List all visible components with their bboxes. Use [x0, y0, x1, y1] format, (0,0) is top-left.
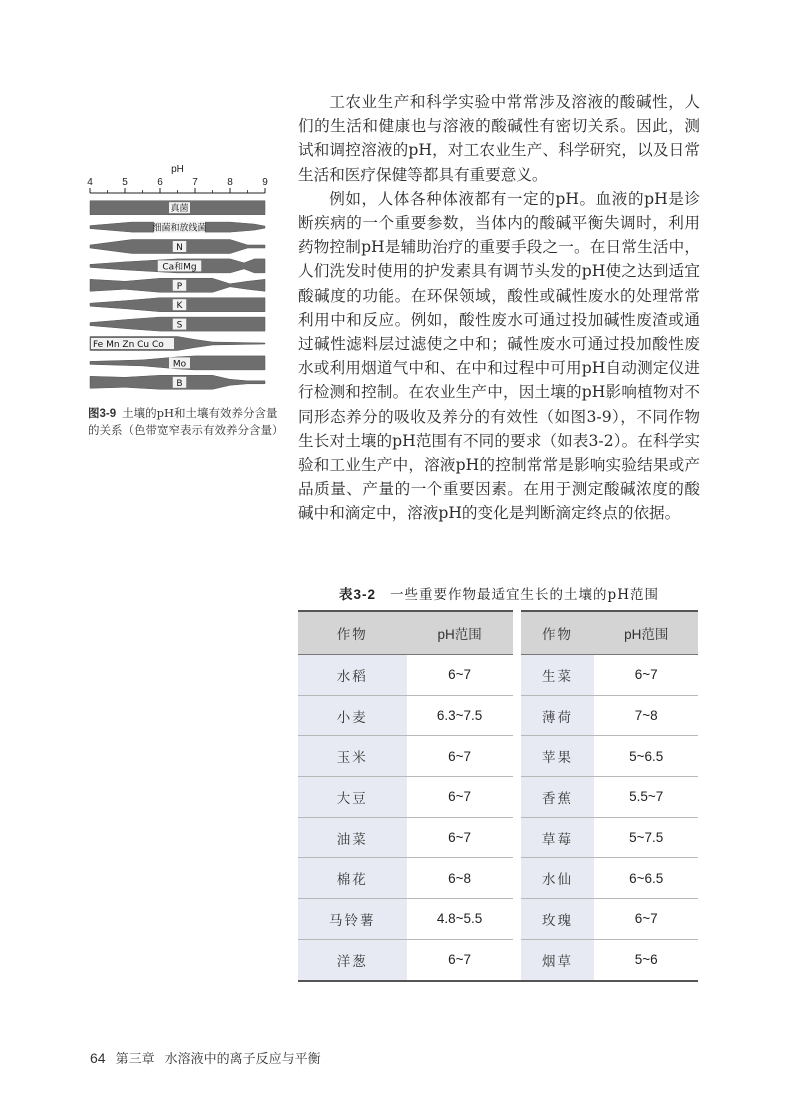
page-footer: [90, 1048, 321, 1067]
x-tick-label: 5: [122, 177, 128, 188]
ph-range-cell: 6~7: [407, 655, 513, 696]
table-row: [298, 817, 698, 858]
figure-caption: [88, 405, 284, 438]
ph-range-cell: 5.5~7: [594, 777, 698, 818]
x-tick-label: 7: [192, 177, 198, 188]
crop-cell: 玉米: [298, 736, 407, 777]
x-tick-label: 6: [157, 177, 163, 188]
header-ph-2: pH范围: [594, 611, 698, 655]
crop-cell: 生菜: [521, 655, 595, 696]
band-label: B: [176, 378, 183, 389]
ph-range-cell: 7~8: [594, 695, 698, 736]
band-label: Ca和Mg: [162, 262, 197, 273]
table-row: [298, 655, 698, 696]
table-row: [298, 777, 698, 818]
ph-range-cell: 5~7.5: [594, 817, 698, 858]
band-label: N: [176, 243, 183, 253]
ph-range-cell: 6~7: [407, 817, 513, 858]
nutrient-ph-chart: [80, 160, 280, 400]
crop-cell: 薄荷: [521, 695, 595, 736]
chapter-title: 水溶液中的离子反应与平衡: [164, 1052, 321, 1067]
paragraph-1: 工农业生产和科学实验中常常涉及溶液的酸碱性，人们的生活和健康也与溶液的酸碱性有密切关系。因此，测试和调控溶液的pH，对工农业生产、科学研究，以及日常生活和医疗保健等都具有重要意义。: [298, 93, 700, 184]
ph-range-cell: 6~7: [594, 655, 698, 696]
crop-cell: 香蕉: [521, 777, 595, 818]
column-gap: [513, 777, 521, 818]
x-tick-label: 8: [227, 177, 233, 188]
column-gap: [513, 655, 521, 696]
column-gap: [513, 899, 521, 940]
table-row: [298, 939, 698, 980]
band-label: S: [176, 320, 183, 331]
table-title-text: 一些重要作物最适宜生长的土壤的pH范围: [390, 587, 659, 603]
page-number: 64: [90, 1050, 106, 1066]
column-gap: [513, 736, 521, 777]
crop-cell: 马铃薯: [298, 899, 407, 940]
crop-cell: 水仙: [521, 858, 595, 899]
header-crop-1: 作物: [298, 611, 407, 655]
column-gap: [513, 858, 521, 899]
crop-cell: 洋葱: [298, 939, 407, 980]
table-header-row: [298, 611, 698, 655]
column-gap: [513, 939, 521, 980]
band-label: Fe Mn Zn Cu Co: [93, 340, 164, 350]
table-row: [298, 695, 698, 736]
band-label: P: [176, 281, 183, 292]
crop-cell: 苹果: [521, 736, 595, 777]
crop-cell: 小麦: [298, 695, 407, 736]
ph-range-cell: 6~7: [407, 939, 513, 980]
nutrient-ph-figure: [80, 160, 280, 400]
ph-range-cell: 5~6.5: [594, 736, 698, 777]
ph-range-cell: 6~7: [407, 736, 513, 777]
crop-cell: 玫瑰: [521, 899, 595, 940]
ph-range-cell: 4.8~5.5: [407, 899, 513, 940]
table-row: [298, 899, 698, 940]
x-axis-title: pH: [171, 164, 184, 175]
figure-caption-text: 土壤的pH和土壤有效养分含量的关系（色带宽窄表示有效养分含量）: [88, 406, 284, 437]
column-gap: [513, 695, 521, 736]
table-row: [298, 858, 698, 899]
figure-caption-number: 图3-9: [88, 408, 117, 420]
band-label: Mo: [172, 359, 187, 370]
column-gap: [513, 817, 521, 858]
ph-range-cell: 6~7: [594, 899, 698, 940]
chapter-label: 第三章: [115, 1052, 155, 1067]
ph-range-cell: 5~6: [594, 939, 698, 980]
band-label: 真菌: [170, 204, 189, 215]
ph-range-cell: 6~6.5: [594, 858, 698, 899]
crop-cell: 油菜: [298, 817, 407, 858]
crop-cell: 草莓: [521, 817, 595, 858]
x-tick-label: 9: [262, 177, 268, 188]
table-body: [298, 655, 698, 981]
crop-cell: 烟草: [521, 939, 595, 980]
table-row: [298, 736, 698, 777]
crop-ph-table: [298, 610, 698, 982]
ph-range-cell: 6.3~7.5: [407, 695, 513, 736]
crop-cell: 棉花: [298, 858, 407, 899]
header-ph-1: pH范围: [407, 611, 513, 655]
band-label: 细菌和放线菌: [152, 223, 207, 234]
crop-cell: 大豆: [298, 777, 407, 818]
table-number: 表3-2: [339, 587, 377, 602]
body-text: [298, 90, 700, 526]
column-gap: [513, 611, 521, 655]
header-crop-2: 作物: [521, 611, 595, 655]
x-tick-label: 4: [87, 177, 93, 188]
band-label: K: [176, 301, 183, 312]
ph-range-cell: 6~8: [407, 858, 513, 899]
paragraph-2: 例如，人体各种体液都有一定的pH。血液的pH是诊断疾病的一个重要参数，当体内的酸碱平衡失调时，利用药物控制pH是辅助治疗的重要手段之一。在日常生活中，人们洗发时使用的护发素具有调节头发的pH使之达到适宜酸碱度的功能。在环保领域，酸性或碱性废水的处理常常利用中和反应。例如，酸性废水可通过投加碱性废渣或通过碱性滤料层过滤使之中和；碱性废水可通过投加酸性废水或利用烟道气中和、在中和过程中可用pH自动测定仪进行检测和控制。在农业生产中，因土壤的pH影响植物对不同形态养分的吸收及养分的有效性（如图3-9），不同作物生长对土壤的pH范围有不同的要求（如表3-2）。在科学实验和工业生产中，溶液pH的控制常常是影响实验结果或产品质量、产量的一个重要因素。在用于测定酸碱浓度的酸碱中和滴定中，溶液pH的变化是判断滴定终点的依据。: [298, 189, 700, 523]
crop-cell: 水稻: [298, 655, 407, 696]
table-title: [298, 583, 700, 603]
ph-range-cell: 6~7: [407, 777, 513, 818]
